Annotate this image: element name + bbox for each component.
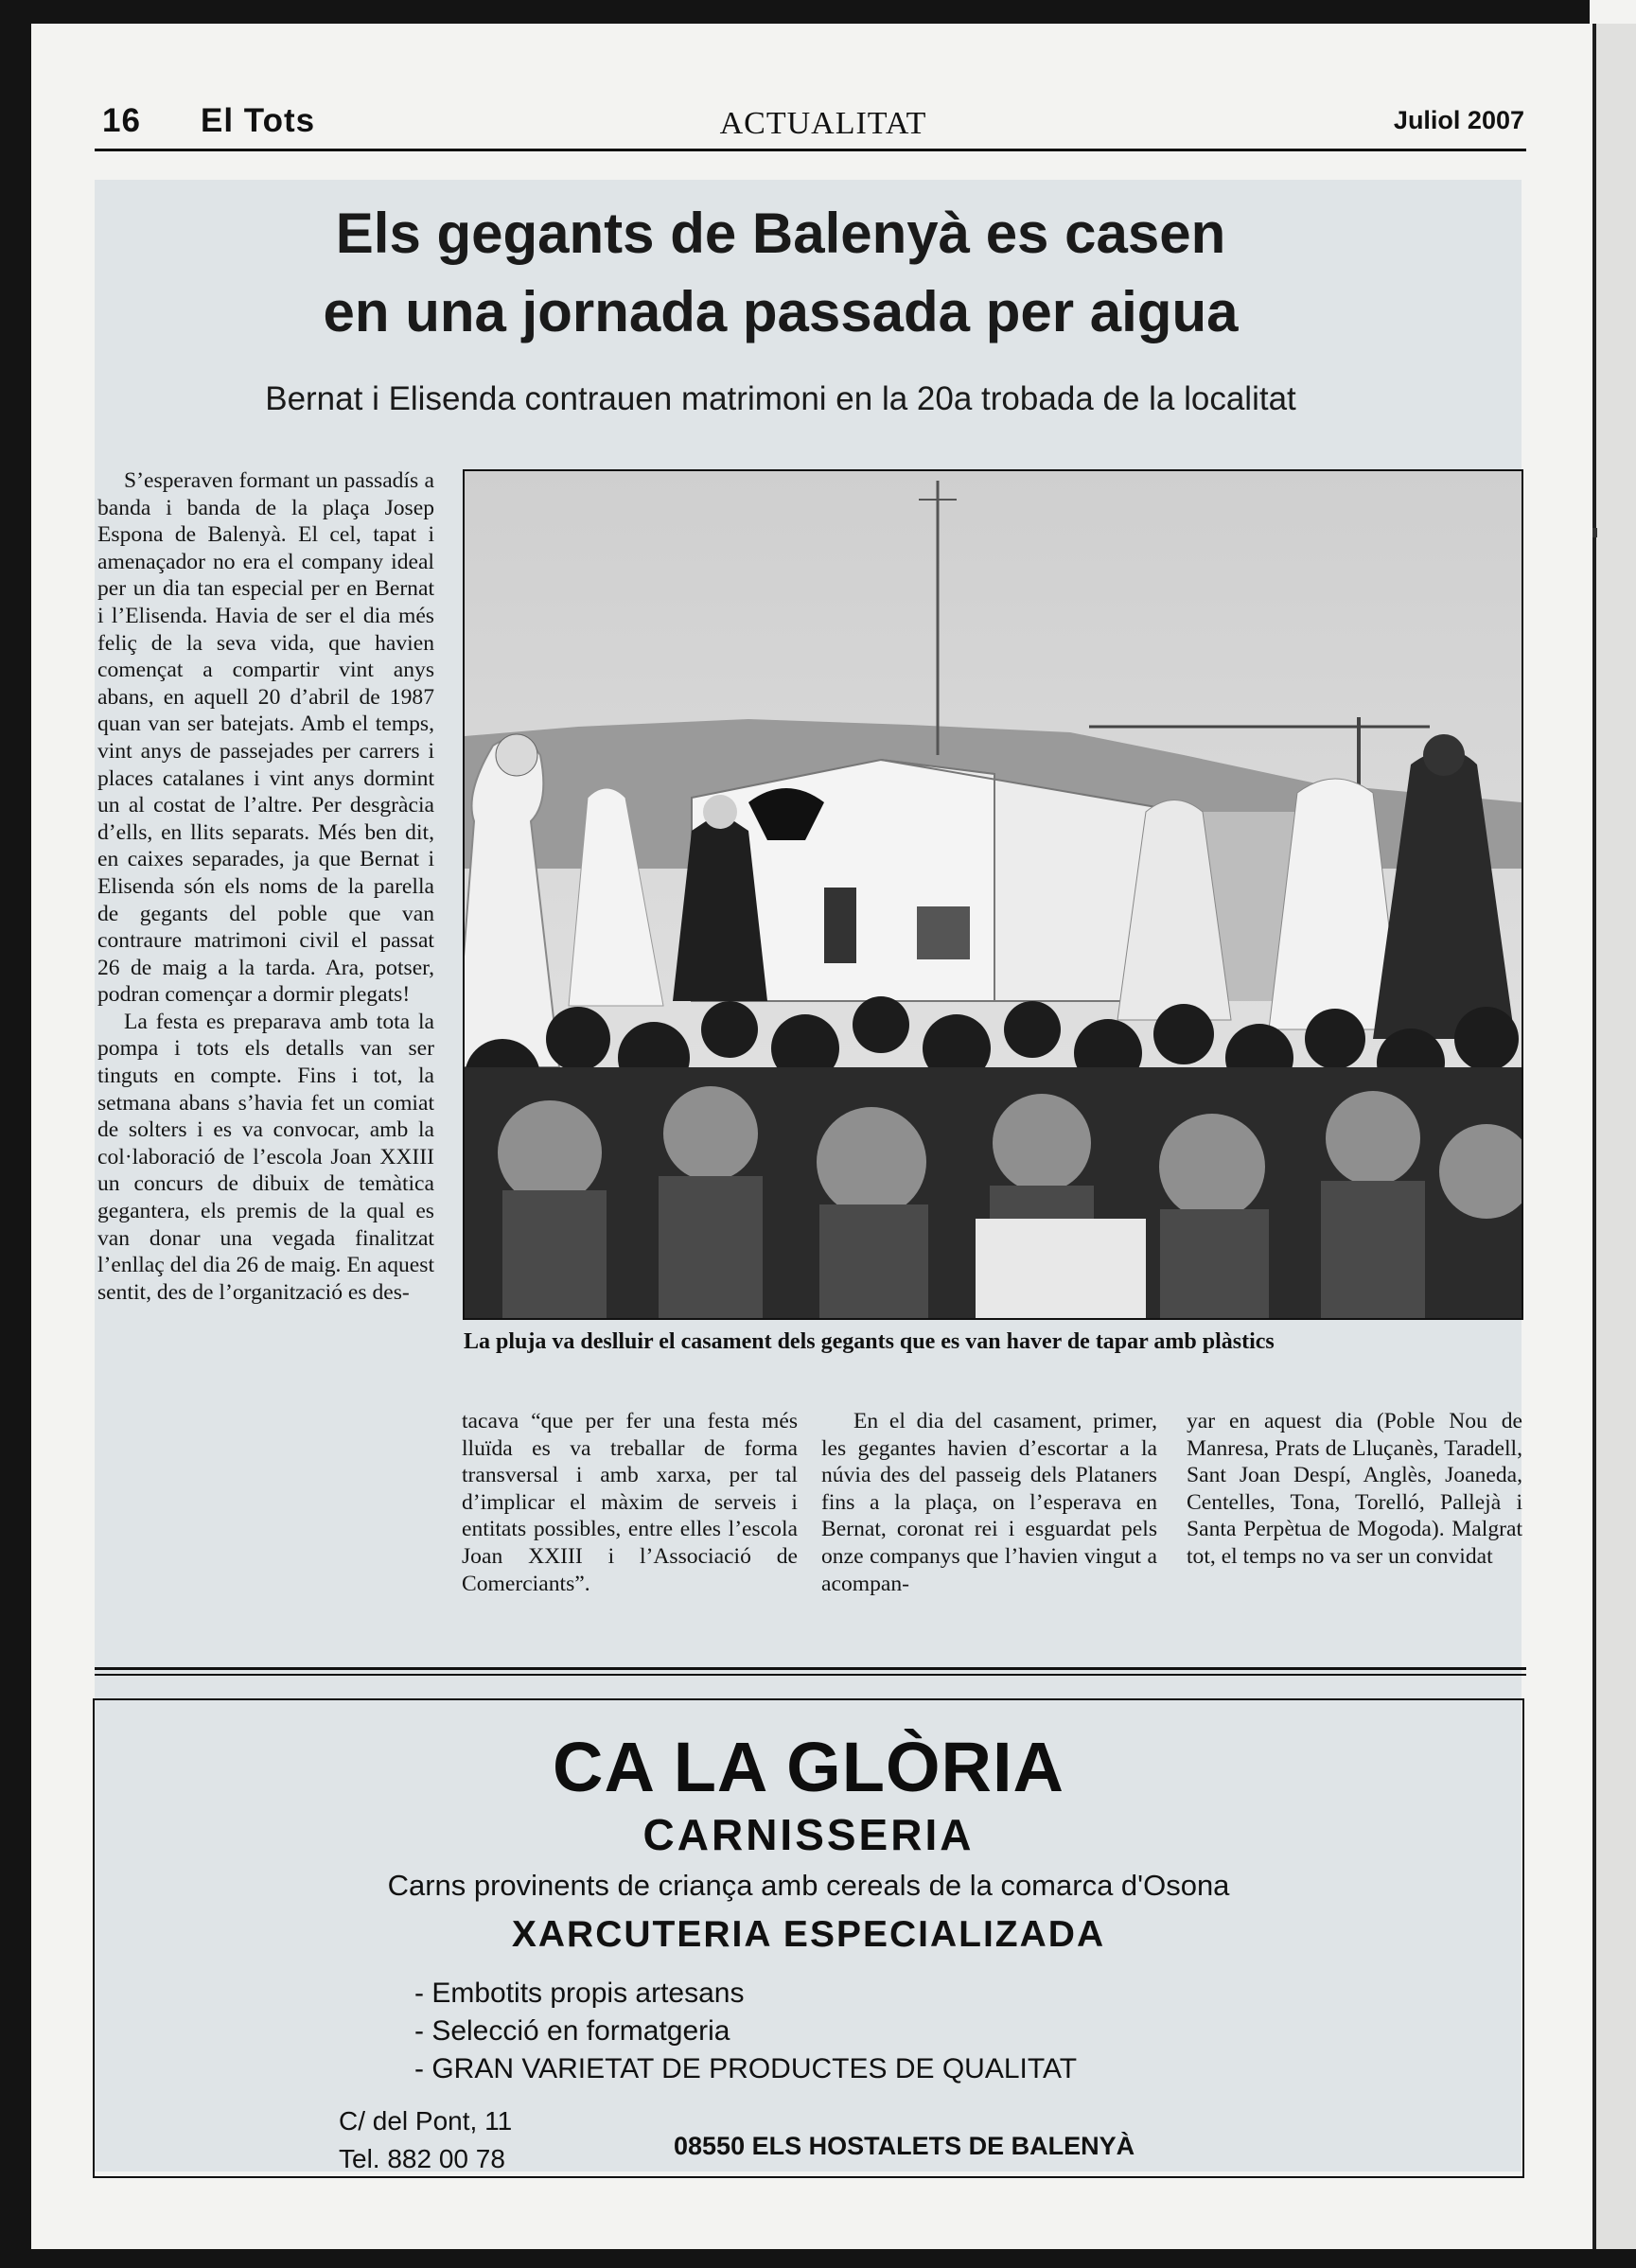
list-item: - Selecció en formatgeria [414, 2015, 730, 2047]
paragraph: En el dia del casament, primer, les gegantes havien d’escortar a la núvia des del passeig dels Plataners fins a la plaça, on l’esperava en Bernat, coronat rei i esguardat pels onze companys que l’havien vingut a acompan- [821, 1409, 1157, 1596]
ad-contact [339, 2102, 512, 2178]
giants-wedding-photo [465, 471, 1522, 1318]
article-headline [114, 194, 1448, 351]
list-item: - Embotits propis artesans [414, 1978, 745, 2009]
article-column-2 [462, 1408, 798, 1597]
paragraph: yar en aquest dia (Poble Nou de Manresa, Prats de Lluçanès, Taradell, Sant Joan Despí, Anglès, Joaneda, Centelles, Tona, Torelló, Pallejà i Santa Perpètua de Mogoda). Malgrat tot, el temps no va ser un convidat [1187, 1409, 1522, 1569]
facing-page-edge [1592, 24, 1636, 2249]
page-number: 16 [102, 102, 141, 139]
article-column-3 [821, 1408, 1157, 1597]
article-photo [463, 469, 1523, 1320]
photo-caption: La pluja va deslluir el casament dels gegants que es van haver de tapar amb plàstics [464, 1329, 1275, 1354]
ad-phone: Tel. 882 00 78 [339, 2144, 505, 2173]
paragraph: La festa es preparava amb tota la pompa i tots els detalls van ser tinguts en compte. Fins i tot, la setmana abans s’havia fet un comiat de solters i es va convocar, amb la col·laboració de l’escola Joan XXIII un concurs de dibuix de temàtica gegantera, els premis de la qual es van donar una vegada finalitzat l’enllaç del dia 26 de maig. En aquest sentit, des de l’organització es des- [97, 1009, 434, 1305]
publication-name: El Tots [201, 102, 316, 139]
ad-tagline: Carns provinents de criança amb cereals de la comarca d'Osona [387, 1869, 1230, 1902]
ad-shop-type: CARNISSERIA [642, 1810, 975, 1859]
ad-shop-name: CA LA GLÒRIA [553, 1728, 1064, 1806]
headline-line-1: Els gegants de Balenyà es casen [335, 202, 1226, 265]
article-subheadline: Bernat i Elisenda contrauen matrimoni en la 20a trobada de la localitat [265, 380, 1296, 417]
butcher-advertisement [93, 1698, 1524, 2178]
article-column-1 [97, 467, 434, 1306]
ad-specialty: XARCUTERIA ESPECIALIZADA [511, 1914, 1106, 1955]
section-label: ACTUALITAT [719, 106, 927, 141]
header-rule [95, 149, 1526, 151]
page-corner [1590, 0, 1636, 24]
ad-address: C/ del Pont, 11 [339, 2106, 513, 2136]
paragraph: tacava “que per fer una festa més lluïda es va treballar de forma transversal i amb xarxa, per tal d’implicar el màxim de serveis i entitats possibles, entre elles l’escola Joan XXIII i l’Associació de Comerciants”. [462, 1409, 798, 1596]
headline-line-2: en una jornada passada per aigua [323, 280, 1239, 343]
ad-product-list [414, 1975, 1077, 2088]
ad-separator-rule [95, 1667, 1526, 1670]
margin-mark [1592, 528, 1597, 537]
page-spine-shadow [1592, 24, 1596, 2249]
article-column-4 [1187, 1408, 1522, 1571]
ad-separator-rule [95, 1674, 1526, 1676]
issue-date: Juliol 2007 [1393, 106, 1524, 134]
paragraph: S’esperaven formant un passadís a banda i banda de la plaça Josep Espona de Balenyà. El cel, tapat i amenaçador no era el company ideal per un dia tan especial per en Bernat i l’Elisenda. Havia de ser el dia més feliç de la seva vida, que havien començat a compartir vint anys abans, en aquell 20 d’abril de 1987 quan van ser batejats. Amb el temps, vint anys de passejades per carrers i places catalanes i vint anys dormint un al costat de l’altre. Per desgràcia d’ells, en llits separats. Més ben dit, en caixes separades, ja que Bernat i Elisenda són els noms de la parella de gegants del poble que van contraure matrimoni civil el passat 26 de maig a la tarda. Ara, potser, podran començar a dormir plegats! [97, 468, 434, 1008]
ad-city: 08550 ELS HOSTALETS DE BALENYÀ [674, 2132, 1135, 2160]
list-item: - GRAN VARIETAT DE PRODUCTES DE QUALITAT [414, 2053, 1078, 2084]
